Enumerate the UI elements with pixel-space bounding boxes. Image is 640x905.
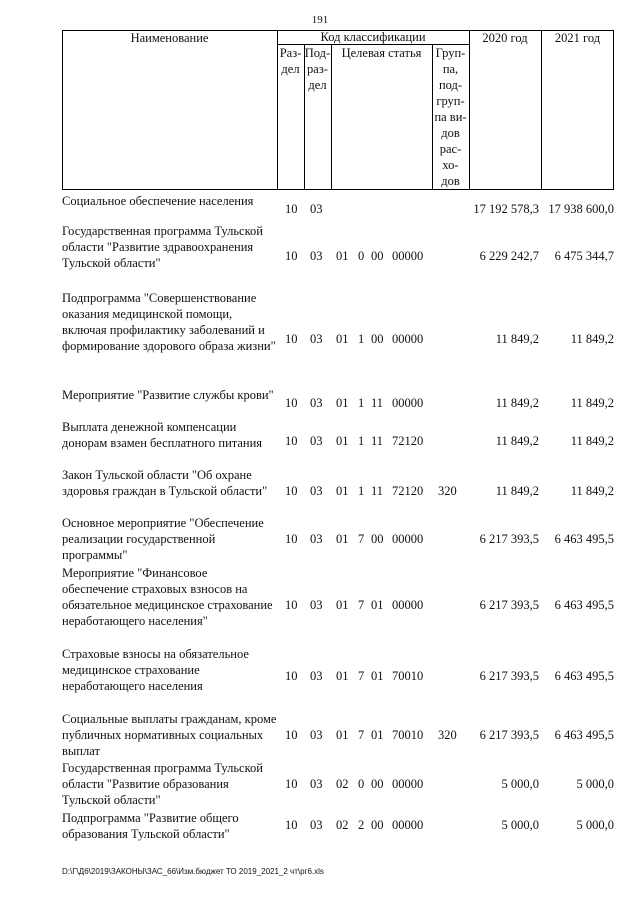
row-target-event: 00 (371, 532, 384, 546)
row-target-code: 70010 (392, 669, 424, 683)
page-number: 191 (311, 14, 329, 26)
row-podrazdel: 03 (310, 818, 323, 832)
row-2020: 5 000,0 (501, 818, 539, 832)
row-podrazdel: 03 (310, 396, 323, 410)
row-2021: 11 849,2 (570, 484, 614, 498)
row-name: Мероприятие "Развитие службы крови" (62, 388, 274, 402)
row-target-subprogram: 0 (358, 777, 365, 791)
row-2021: 11 849,2 (570, 434, 614, 448)
row-target-program: 01 (336, 598, 349, 612)
row-name: Закон Тульской области "Об охране здоровья граждан в Тульской области" (62, 468, 268, 498)
row-2021: 5 000,0 (576, 818, 614, 832)
row-2020: 11 849,2 (495, 396, 539, 410)
row-name: Государственная программа Тульской области "Развитие образования Тульской области" (62, 761, 263, 807)
row-2021: 6 463 495,5 (554, 532, 614, 546)
row-2021: 5 000,0 (576, 777, 614, 791)
row-target-program: 01 (336, 434, 349, 448)
header-code-group: Код классификации (320, 30, 426, 44)
row-2021: 6 463 495,5 (554, 598, 614, 612)
row-target-subprogram: 7 (358, 728, 365, 742)
row-target-subprogram: 1 (358, 434, 365, 448)
row-podrazdel: 03 (310, 249, 323, 263)
row-2020: 6 217 393,5 (479, 669, 539, 683)
row-podrazdel: 03 (310, 669, 323, 683)
row-2021: 11 849,2 (570, 332, 614, 346)
row-razdel: 10 (285, 202, 298, 216)
file-path-footer: D:\Г\Д6\2019\ЗАКОНЫ\ЗАС_66\Изм.бюджет ТО 2019_2021_2 чт\рг6.xls (62, 867, 324, 876)
row-2020: 5 000,0 (501, 777, 539, 791)
row-podrazdel: 03 (310, 434, 323, 448)
header-target: Целевая статья (341, 46, 422, 60)
row-2020: 6 217 393,5 (479, 598, 539, 612)
row-name: Мероприятие "Финансовое обеспечение страховых взносов на обязательное медицинское страхование неработающего населения" (62, 566, 273, 628)
row-podrazdel: 03 (310, 532, 323, 546)
row-target-subprogram: 1 (358, 396, 365, 410)
row-name: Выплата денежной компенсации донорам взамен бесплатного питания (62, 420, 263, 450)
header-group: Груп- па, под- груп- па ви- дов рас- хо- дов (434, 46, 467, 188)
row-2020: 17 192 578,3 (473, 202, 539, 216)
row-2021: 11 849,2 (570, 396, 614, 410)
row-razdel: 10 (285, 532, 298, 546)
row-2020: 6 217 393,5 (479, 728, 539, 742)
row-target-event: 01 (371, 669, 384, 683)
row-target-subprogram: 0 (358, 249, 365, 263)
row-target-code: 72120 (392, 484, 424, 498)
row-name: Государственная программа Тульской области "Развитие здравоохранения Тульской области" (62, 224, 263, 270)
row-target-program: 01 (336, 484, 349, 498)
row-target-subprogram: 2 (358, 818, 365, 832)
header-2021: 2021 год (554, 31, 601, 45)
row-target-code: 00000 (392, 777, 424, 791)
row-razdel: 10 (285, 434, 298, 448)
row-2020: 11 849,2 (495, 434, 539, 448)
row-target-program: 01 (336, 249, 349, 263)
header-name: Наименование (130, 31, 209, 45)
row-target-program: 01 (336, 669, 349, 683)
row-target-code: 00000 (392, 598, 424, 612)
row-podrazdel: 03 (310, 332, 323, 346)
row-name: Социальные выплаты гражданам, кроме публичных нормативных социальных выплат (62, 712, 277, 758)
row-name: Основное мероприятие "Обеспечение реализации государственной программы" (62, 516, 264, 562)
row-target-subprogram: 1 (358, 484, 365, 498)
row-target-subprogram: 1 (358, 332, 365, 346)
row-group: 320 (438, 728, 457, 742)
row-group: 320 (438, 484, 457, 498)
row-target-program: 01 (336, 532, 349, 546)
row-name: Подпрограмма "Развитие общего образования Тульской области" (62, 811, 239, 841)
header-podrazdel: Под- раз- дел (304, 46, 331, 92)
row-target-event: 01 (371, 728, 384, 742)
row-podrazdel: 03 (310, 728, 323, 742)
row-razdel: 10 (285, 396, 298, 410)
row-razdel: 10 (285, 669, 298, 683)
row-razdel: 10 (285, 777, 298, 791)
row-target-program: 02 (336, 777, 349, 791)
row-name: Подпрограмма "Совершенствование оказания медицинской помощи, включая профилактику заболеваний и формирование здорового образа жизни" (62, 291, 276, 353)
header-razdel: Раз- дел (279, 46, 302, 76)
row-target-code: 00000 (392, 396, 424, 410)
row-target-program: 01 (336, 396, 349, 410)
row-target-code: 00000 (392, 532, 424, 546)
row-razdel: 10 (285, 484, 298, 498)
row-razdel: 10 (285, 818, 298, 832)
row-target-event: 01 (371, 598, 384, 612)
row-target-event: 00 (371, 818, 384, 832)
row-2020: 6 217 393,5 (479, 532, 539, 546)
row-2021: 6 463 495,5 (554, 728, 614, 742)
header-2020: 2020 год (482, 31, 528, 45)
row-razdel: 10 (285, 598, 298, 612)
row-target-code: 70010 (392, 728, 424, 742)
row-razdel: 10 (285, 249, 298, 263)
row-target-subprogram: 7 (358, 532, 365, 546)
row-podrazdel: 03 (310, 202, 323, 216)
row-2021: 6 463 495,5 (554, 669, 614, 683)
row-target-event: 11 (371, 396, 384, 410)
row-target-event: 00 (371, 332, 384, 346)
row-target-event: 00 (371, 249, 384, 263)
row-target-subprogram: 7 (358, 598, 365, 612)
row-razdel: 10 (285, 728, 298, 742)
row-target-event: 11 (371, 434, 384, 448)
row-target-code: 72120 (392, 434, 424, 448)
row-target-code: 00000 (392, 818, 424, 832)
row-podrazdel: 03 (310, 777, 323, 791)
row-target-code: 00000 (392, 249, 424, 263)
row-2021: 17 938 600,0 (548, 202, 614, 216)
row-target-event: 11 (371, 484, 384, 498)
row-podrazdel: 03 (310, 598, 323, 612)
row-target-program: 01 (336, 728, 349, 742)
row-name: Страховые взносы на обязательное медицинское страхование неработающего населения (62, 647, 249, 693)
row-target-program: 02 (336, 818, 349, 832)
row-2020: 6 229 242,7 (479, 249, 539, 263)
row-name: Социальное обеспечение населения (62, 194, 254, 208)
row-podrazdel: 03 (310, 484, 323, 498)
row-2020: 11 849,2 (495, 484, 539, 498)
row-2020: 11 849,2 (495, 332, 539, 346)
row-razdel: 10 (285, 332, 298, 346)
row-target-subprogram: 7 (358, 669, 365, 683)
row-target-event: 00 (371, 777, 384, 791)
row-target-code: 00000 (392, 332, 424, 346)
row-2021: 6 475 344,7 (554, 249, 614, 263)
row-target-program: 01 (336, 332, 349, 346)
